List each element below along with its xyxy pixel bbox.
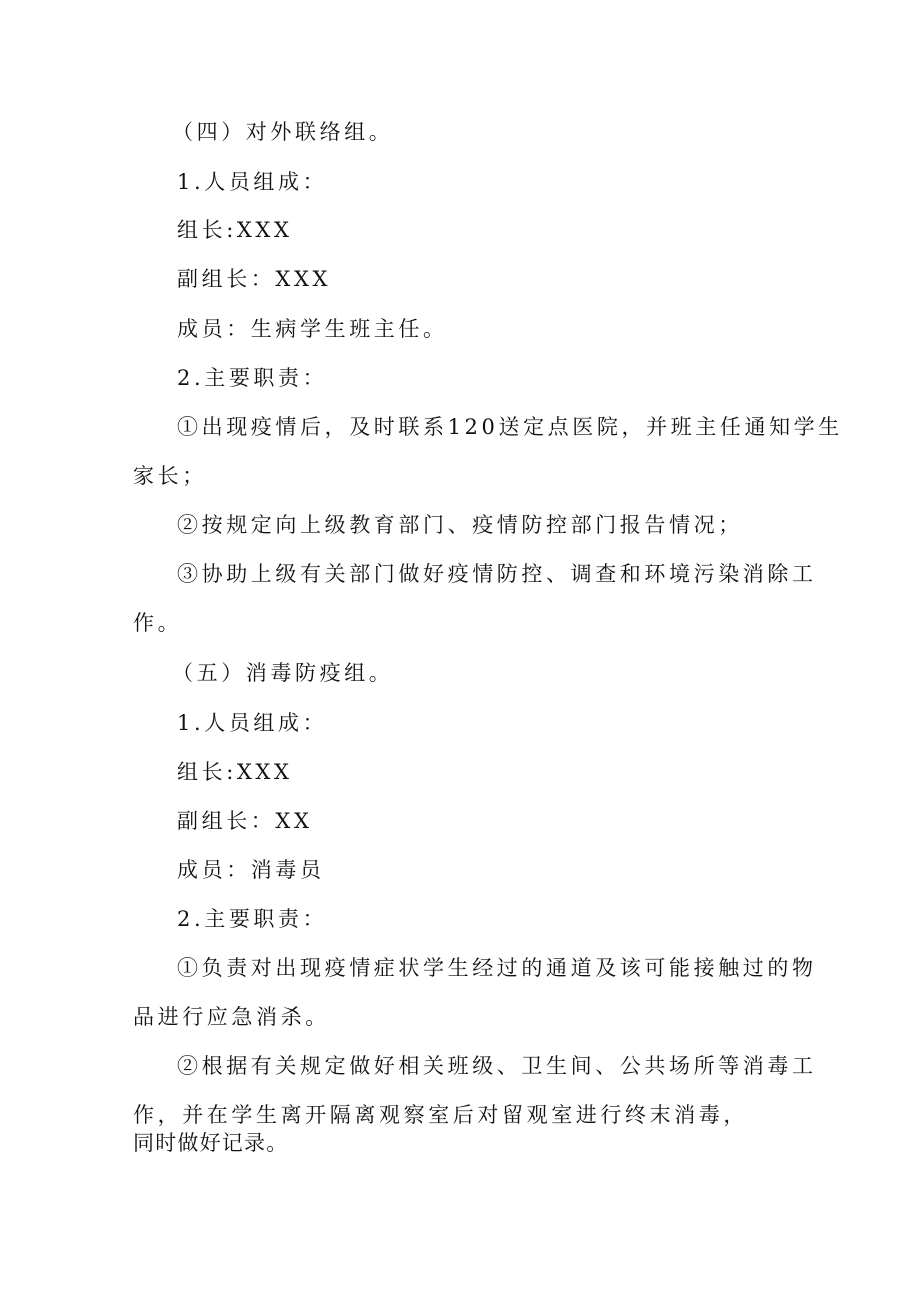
- disinfection-duties-heading: 2.主要职责：: [177, 907, 328, 931]
- liaison-duty-3-line-1: ③协助上级有关部门做好疫情防控、调查和环境污染消除工: [177, 562, 817, 586]
- liaison-duty-1-line-2: 家长；: [133, 464, 207, 488]
- liaison-leader-line: 组长:XXX: [177, 218, 293, 242]
- disinfection-duty-2-line-3: 同时做好记录。: [133, 1131, 289, 1155]
- disinfection-leader-line: 组长:XXX: [177, 760, 293, 784]
- disinfection-staff-heading: 1.人员组成：: [177, 711, 328, 735]
- liaison-duty-2: ②按规定向上级教育部门、疫情防控部门报告情况；: [177, 513, 743, 537]
- disinfection-duty-2-line-1: ②根据有关规定做好相关班级、卫生间、公共场所等消毒工: [177, 1054, 817, 1078]
- liaison-deputy-leader-line: 副组长：XXX: [177, 267, 332, 291]
- liaison-duty-3-line-2: 作。: [133, 611, 183, 635]
- liaison-duties-heading: 2.主要职责：: [177, 366, 328, 390]
- disinfection-duty-2-line-2: 作，并在学生离开隔离观察室后对留观室进行终末消毒，: [133, 1103, 748, 1127]
- section-heading-liaison-group: （四）对外联络组。: [172, 120, 394, 144]
- liaison-members-line: 成员：生病学生班主任。: [177, 317, 448, 341]
- liaison-duty-1-line-1: ①出现疫情后，及时联系120送定点医院，并班主任通知学生: [177, 415, 843, 439]
- section-heading-disinfection-group: （五）消毒防疫组。: [172, 661, 394, 685]
- disinfection-duty-1-line-2: 品进行应急消杀。: [133, 1005, 330, 1029]
- disinfection-duty-1-line-1: ①负责对出现疫情症状学生经过的通道及该可能接触过的物: [177, 956, 817, 980]
- disinfection-deputy-leader-line: 副组长：XX: [177, 809, 313, 833]
- disinfection-members-line: 成员：消毒员: [177, 858, 325, 882]
- liaison-staff-heading: 1.人员组成：: [177, 170, 328, 194]
